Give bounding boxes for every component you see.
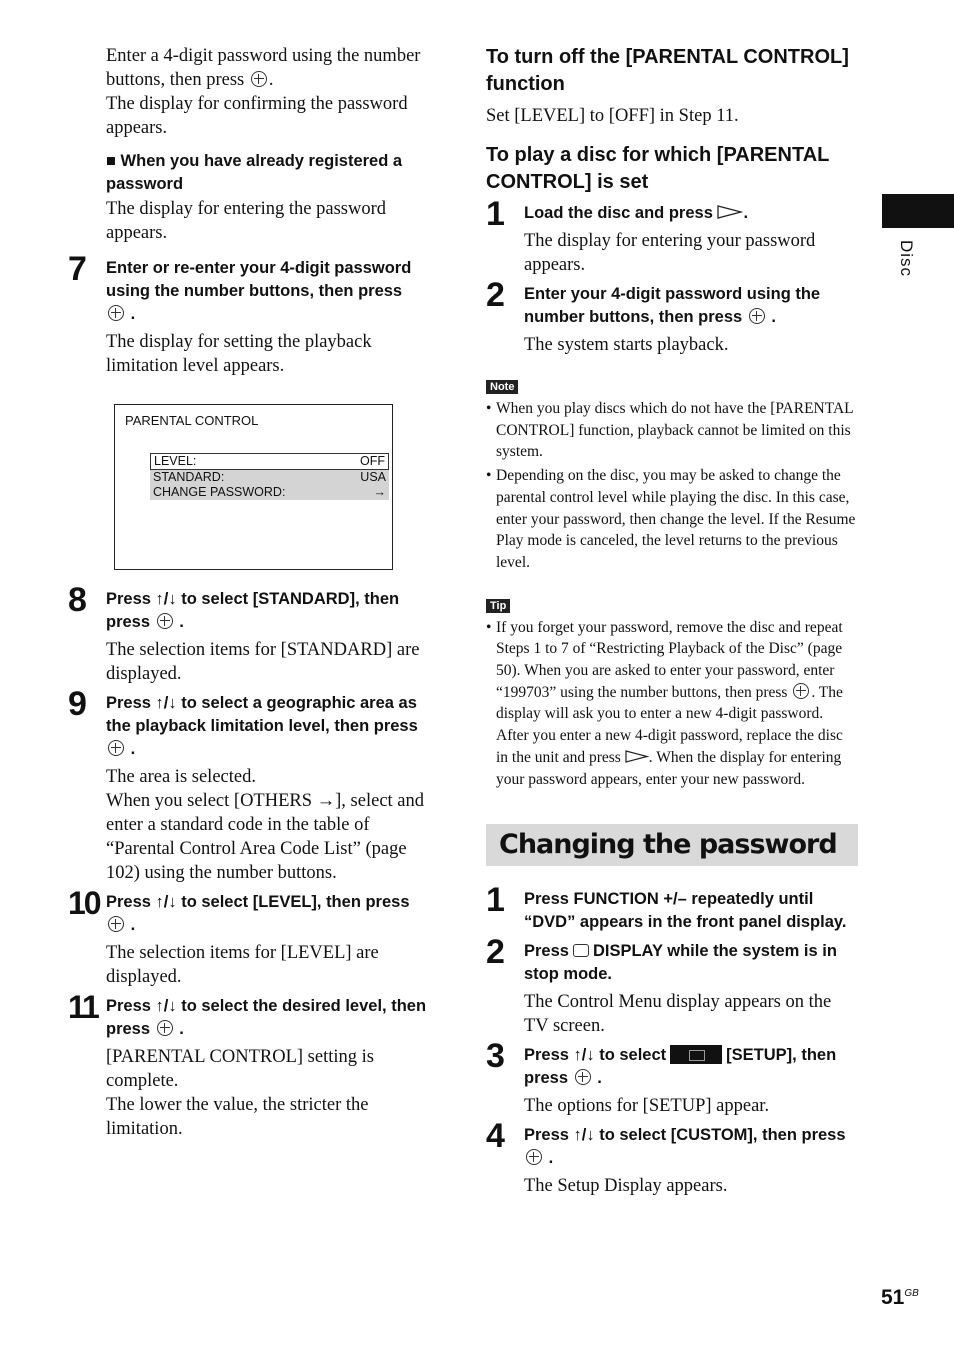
change-step-3: 3 Press ↑/↓ to select [SETUP], then press . The options for [SETUP] appear. <box>486 1044 858 1118</box>
tip-block <box>486 592 858 791</box>
enter-button-icon <box>108 305 124 321</box>
step-description: The display for entering your password appears. <box>524 231 816 275</box>
play-disc-heading: To play a disc for which [PARENTAL CONTROL] is set <box>486 144 829 193</box>
play-step-2: 2 Enter your 4-digit password using the number buttons, then press . The system starts playback. <box>486 283 858 357</box>
menu-row-level: LEVEL: OFF <box>150 453 389 470</box>
change-step-4: 4 Press ↑/↓ to select [CUSTOM], then press . The Setup Display appears. <box>486 1124 858 1198</box>
screen-title: PARENTAL CONTROL <box>125 413 259 428</box>
step-instruction: Load the disc and press <box>524 204 713 222</box>
registered-heading: ■ When you have already registered a password <box>106 152 403 193</box>
step-number: 7 <box>68 250 86 288</box>
step-number: 2 <box>486 933 504 972</box>
menu-row-change-password: CHANGE PASSWORD: → <box>150 485 389 500</box>
step-number: 10 <box>68 885 100 921</box>
step-number: 9 <box>68 685 86 723</box>
note-item: • When you play discs which do not have the [PARENTAL CONTROL] function, playback cannot be limited on this system. <box>486 398 858 463</box>
screen-menu <box>150 453 389 500</box>
step-description: The display for setting the playback limitation level appears. <box>106 332 372 376</box>
step-number: 4 <box>486 1117 504 1156</box>
left-column <box>68 44 440 1147</box>
turn-off-body: Set [LEVEL] to [OFF] in Step 11. <box>486 106 739 126</box>
intro-block: Enter a 4-digit password using the number buttons, then press . The display for confirming the password appears. ■ When you have already registered a password The display for entering the password appears. <box>68 44 440 245</box>
step-description: The selection items for [STANDARD] are displayed. <box>106 640 420 684</box>
step-description: [PARENTAL CONTROL] setting is complete. <box>106 1047 374 1091</box>
step-number: 1 <box>486 195 504 233</box>
side-section-label: Disc <box>897 240 916 278</box>
step-instruction: Enter your 4-digit password using the number buttons, then press <box>524 285 821 326</box>
step-number: 1 <box>486 881 504 920</box>
step-number: 11 <box>68 989 98 1025</box>
step-description: The area is selected. <box>106 767 256 787</box>
enter-button-icon <box>108 740 124 756</box>
step-description: The system starts playback. <box>524 335 729 355</box>
intro-text-2: The display for confirming the password appears. <box>106 94 408 138</box>
enter-button-icon <box>157 1020 173 1036</box>
enter-button-icon <box>526 1149 542 1165</box>
enter-button-icon <box>793 683 809 699</box>
play-icon <box>717 205 743 219</box>
note-item: • Depending on the disc, you may be asked to change the parental control level while playing the disc. In this case, enter your password, then change the level. If the Resume Play mode is canceled, the level returns to the previous level. <box>486 465 858 574</box>
page-suffix: GB <box>904 1288 919 1299</box>
step-instruction: Press FUNCTION +/– repeatedly until “DVD” appears in the front panel display. <box>524 890 847 932</box>
step-instruction: Enter or re-enter your 4-digit password using the number buttons, then press <box>106 259 412 300</box>
step-instruction: Press ↑/↓ to select [STANDARD], then press <box>106 590 400 631</box>
step-description: The options for [SETUP] appear. <box>524 1096 770 1117</box>
display-button-icon <box>573 944 589 957</box>
step-description: The selection items for [LEVEL] are displayed. <box>106 943 379 987</box>
step-8: 8 Press ↑/↓ to select [STANDARD], then press . The selection items for [STANDARD] are displayed. <box>68 588 440 686</box>
change-step-2: 2 Press DISPLAY while the system is in stop mode. The Control Menu display appears on the TV screen. <box>486 940 858 1038</box>
parental-control-screen <box>114 404 393 570</box>
section-title: Changing the password <box>499 829 837 861</box>
enter-button-icon <box>575 1069 591 1085</box>
step-description-2: The lower the value, the stricter the limitation. <box>106 1095 369 1139</box>
step-description-2: When you select [OTHERS →], select and enter a standard code in the table of “Parental Control Area Code List” (page 102) using the number buttons. <box>106 791 425 883</box>
turn-off-heading: To turn off the [PARENTAL CONTROL] function <box>486 46 849 95</box>
step-7: 7 Enter or re-enter your 4-digit password using the number buttons, then press . The display for setting the playback limitation level appears. <box>68 257 440 378</box>
step-number: 2 <box>486 276 504 314</box>
step-instruction: Press ↑/↓ to select the desired level, then press <box>106 997 427 1038</box>
menu-row-standard: STANDARD: USA <box>150 470 389 485</box>
setup-toolbox-icon <box>670 1045 722 1064</box>
step-instruction: Press ↑/↓ to select [CUSTOM], then press <box>524 1126 846 1145</box>
step-instruction: Press ↑/↓ to select [LEVEL], then press <box>106 893 410 911</box>
enter-button-icon <box>251 71 267 87</box>
right-column <box>486 44 858 1204</box>
section-tab <box>882 194 954 228</box>
step-9: 9 Press ↑/↓ to select a geographic area as the playback limitation level, then press . The area is selected. When you select [OTHERS →], select and enter a standard code in the table of “Parental Control Area Code List” (page 102) using the number buttons. <box>68 692 440 885</box>
tip-label: Tip <box>486 599 510 613</box>
enter-button-icon <box>749 308 765 324</box>
step-instruction: Press ↑/↓ to select a geographic area as the playback limitation level, then press <box>106 694 418 735</box>
tip-item: • If you forget your password, remove the disc and repeat Steps 1 to 7 of “Restricting Playback of the Disc” (page 50). When you are asked to enter your password, enter “199703” using the number buttons, then press . The display will ask you to enter a new 4-digit password. After you enter a new 4-digit password, replace the disc in the unit and press . When the display for entering your password appears, enter your new password. <box>486 617 858 791</box>
step-number: 8 <box>68 581 86 619</box>
step-description: The Control Menu display appears on the TV screen. <box>524 992 832 1037</box>
change-step-1 <box>486 881 858 934</box>
note-label: Note <box>486 380 518 394</box>
step-11: 11 Press ↑/↓ to select the desired level, then press . [PARENTAL CONTROL] setting is complete. The lower the value, the stricter the limitation. <box>68 995 440 1141</box>
note-block <box>486 373 858 574</box>
play-icon <box>625 750 649 763</box>
step-description: The Setup Display appears. <box>524 1176 728 1197</box>
step-10: 10 Press ↑/↓ to select [LEVEL], then press . The selection items for [LEVEL] are displayed. <box>68 891 440 989</box>
section-banner <box>486 824 858 866</box>
step-number: 3 <box>486 1037 504 1076</box>
play-step-1: 1 Load the disc and press . The display for entering your password appears. <box>486 202 858 277</box>
page-number: $51^{GB}$ <box>881 1286 919 1309</box>
intro-text-1: Enter a 4-digit password using the number buttons, then press <box>106 46 421 90</box>
registered-body: The display for entering the password appears. <box>106 199 386 243</box>
enter-button-icon <box>157 613 173 629</box>
enter-button-icon <box>108 916 124 932</box>
